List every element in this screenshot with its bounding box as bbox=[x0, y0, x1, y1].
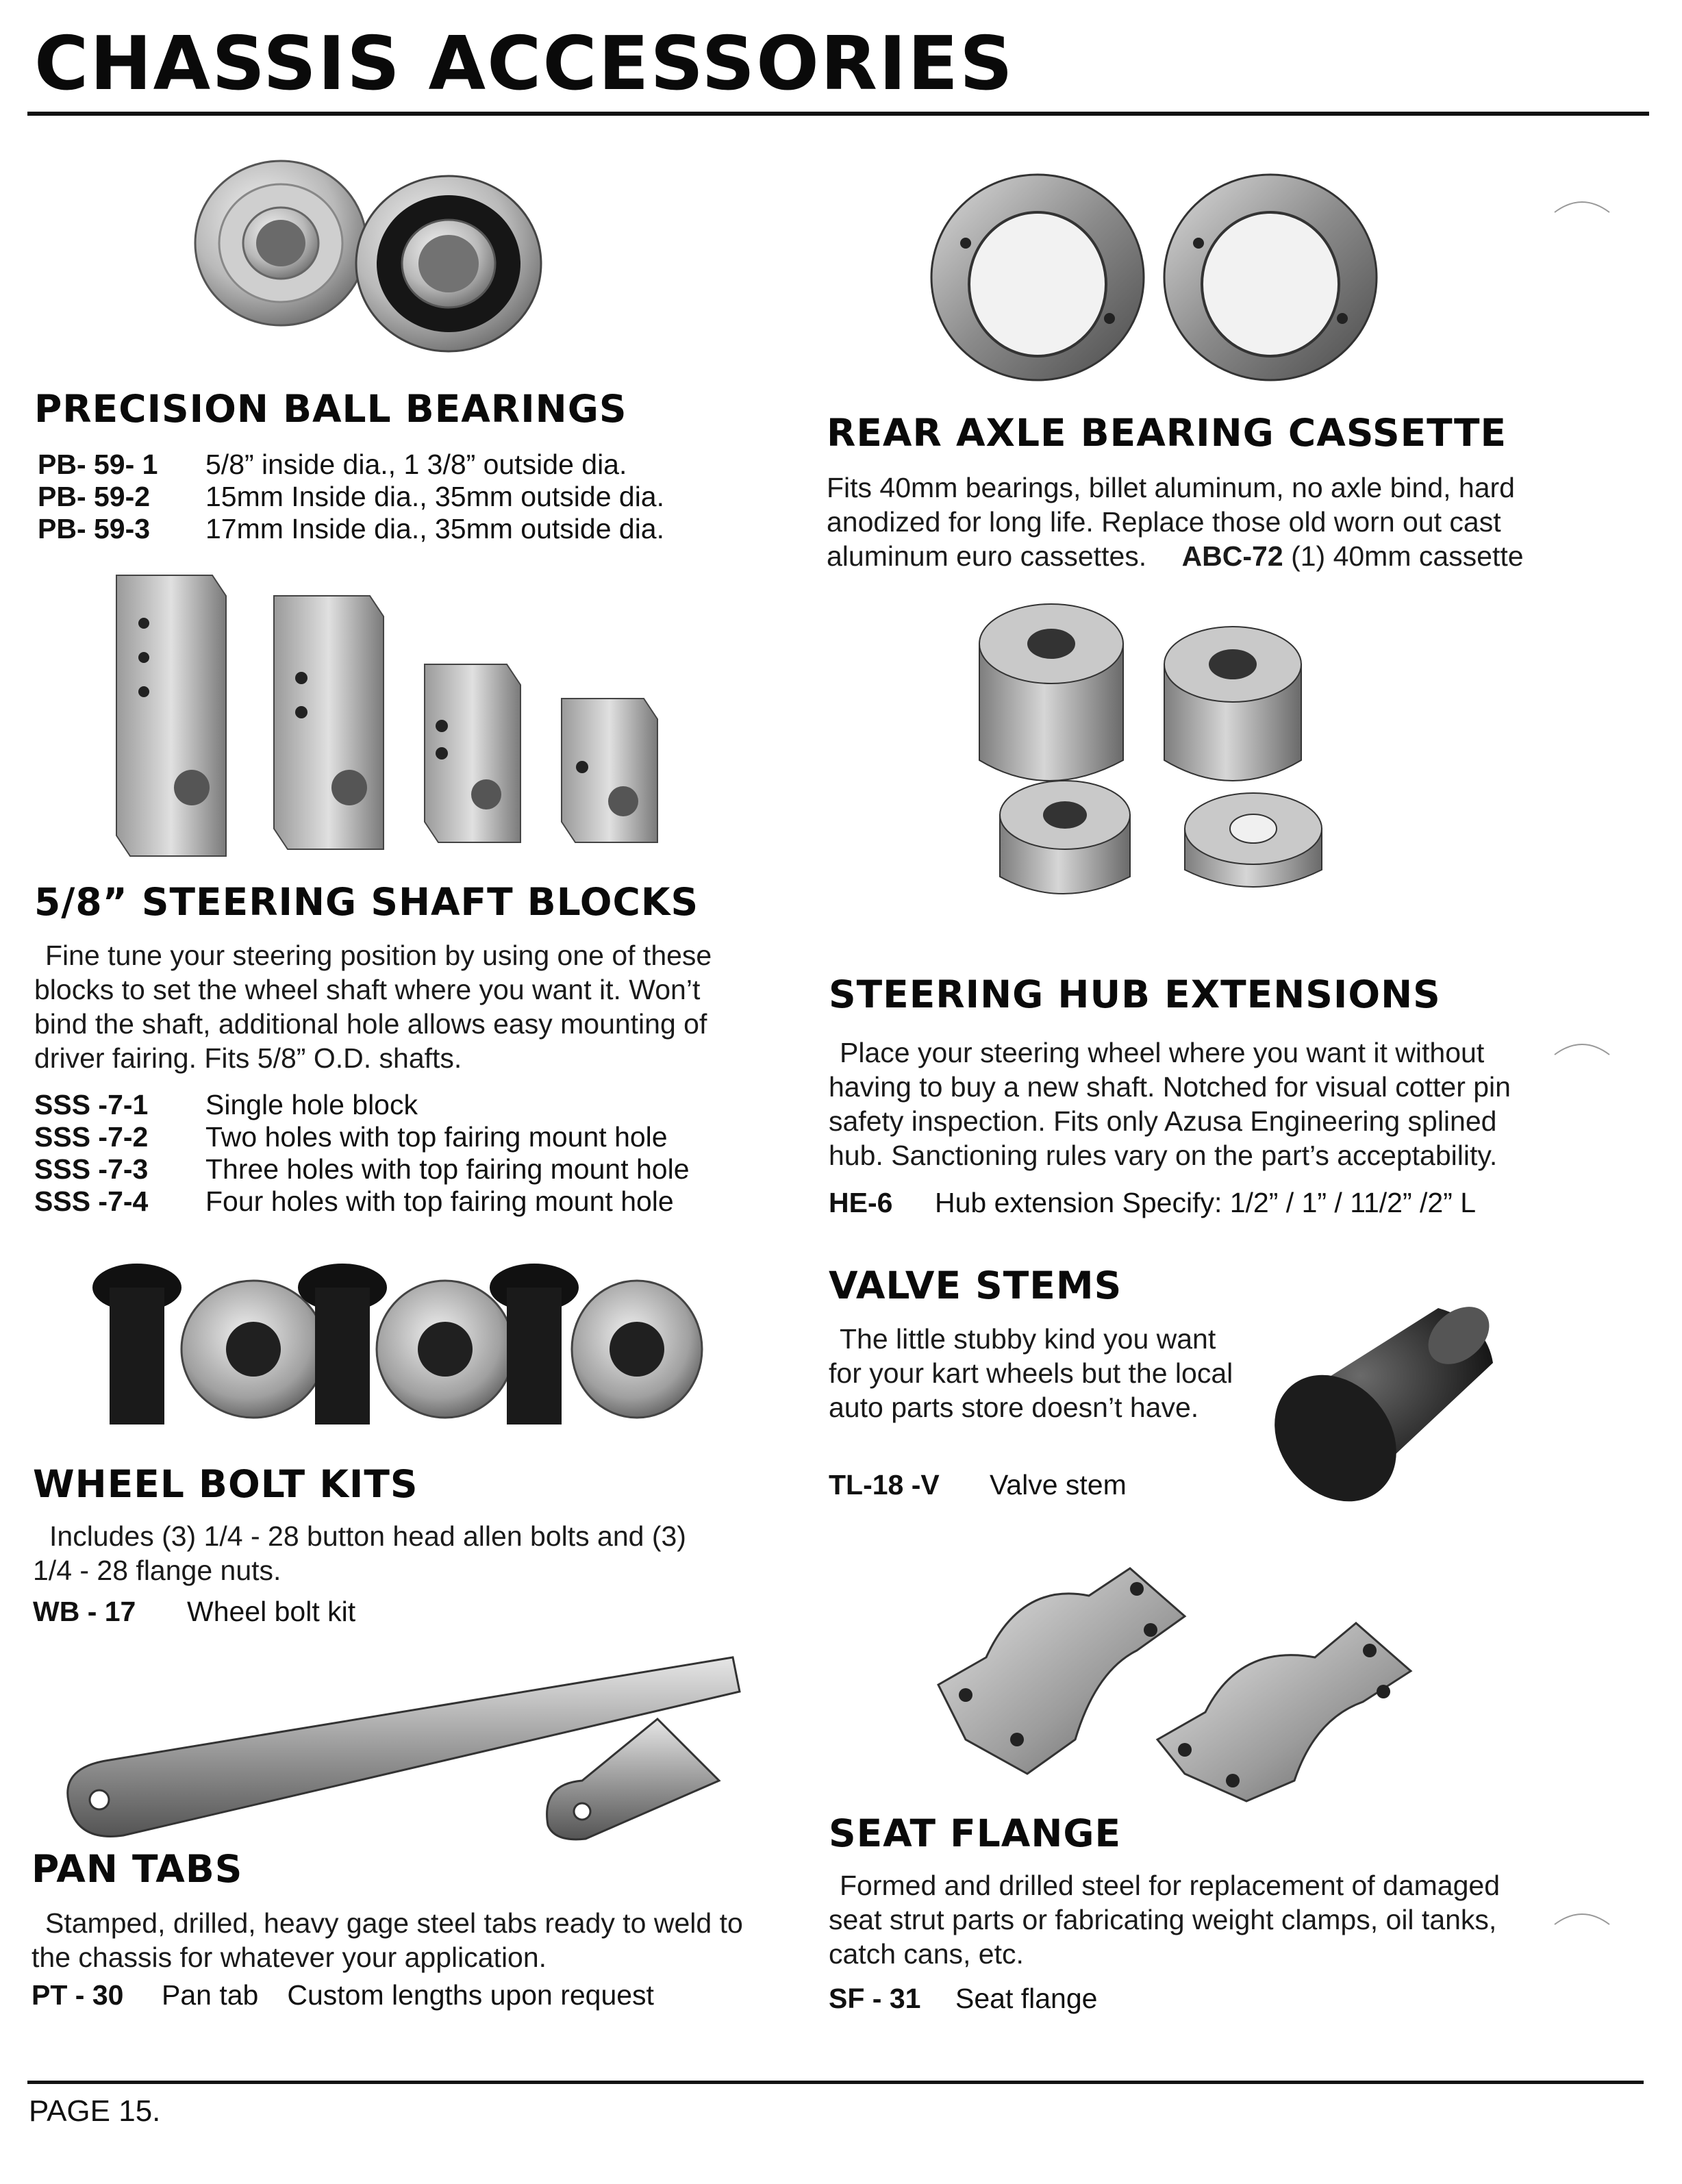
valve-stems-body: The little stubby kind you want for your kart wheels but the local auto parts store doesn’t have. bbox=[829, 1323, 1233, 1423]
part-code: PB- 59-2 bbox=[38, 481, 151, 512]
wheel-bolt-heading: WHEEL BOLT KITS bbox=[33, 1462, 418, 1506]
list-item bbox=[34, 1121, 690, 1153]
cassette-image bbox=[925, 161, 1390, 387]
hub-extensions-body: Place your steering wheel where you want it without having to buy a new shaft. Notched for visual cotter pin safety inspection. Fits only Azusa Engineering splined hub. Sanctioning rules vary on the part’s acceptability. bbox=[829, 1037, 1511, 1171]
part-desc: 5/8” inside dia., 1 3/8” outside dia. bbox=[205, 449, 627, 480]
part-desc: Two holes with top fairing mount hole bbox=[205, 1121, 668, 1153]
bearings-heading: PRECISION BALL BEARINGS bbox=[34, 387, 627, 431]
header-rule bbox=[27, 112, 1649, 116]
part-desc: Seat flange bbox=[955, 1983, 1098, 2014]
seat-flange-heading: SEAT FLANGE bbox=[829, 1811, 1122, 1855]
seat-flange-body: Formed and drilled steel for replacement of damaged seat strut parts or fabricating weight clamps, oil tanks, catch cans, etc. bbox=[829, 1870, 1501, 1970]
list-item bbox=[34, 1153, 690, 1185]
footer-rule bbox=[27, 2081, 1644, 2084]
part-code: SSS -7-4 bbox=[34, 1185, 149, 1217]
cassette-body: Fits 40mm bearings, billet aluminum, no axle bind, hard anodized for long life. Replace those old worn out cast aluminum euro cassettes. bbox=[827, 472, 1515, 572]
part-desc: Hub extension Specify: 1/2” / 1” / 11/2” /2” L bbox=[935, 1187, 1477, 1218]
part-code: ABC-72 bbox=[1181, 540, 1283, 572]
bearings-list bbox=[38, 449, 664, 545]
part-desc: 15mm Inside dia., 35mm outside dia. bbox=[205, 481, 664, 512]
part-code: TL-18 -V bbox=[829, 1469, 940, 1501]
part-desc: Valve stem bbox=[990, 1469, 1127, 1501]
part-desc: Three holes with top fairing mount hole bbox=[205, 1153, 690, 1185]
valve-stems-heading: VALVE STEMS bbox=[829, 1264, 1122, 1307]
list-item bbox=[34, 1089, 690, 1121]
valve-stems-order bbox=[829, 1469, 1127, 1501]
part-code: WB - 17 bbox=[33, 1596, 136, 1627]
list-item bbox=[38, 513, 664, 545]
part-code: PB- 59- 1 bbox=[38, 449, 158, 480]
part-desc: (1) 40mm cassette bbox=[1291, 540, 1524, 572]
seat-flange-image bbox=[931, 1555, 1424, 1801]
pan-tabs-body: Stamped, drilled, heavy gage steel tabs ready to weld to the chassis for whatever your application. bbox=[32, 1907, 743, 1973]
page-number: PAGE 15. bbox=[29, 2094, 161, 2128]
part-code: PT - 30 bbox=[32, 1979, 124, 2011]
seat-flange-order bbox=[829, 1983, 1097, 2015]
valve-stem-image bbox=[1253, 1288, 1514, 1514]
part-code: SSS -7-1 bbox=[34, 1089, 149, 1120]
part-code: SSS -7-3 bbox=[34, 1153, 149, 1185]
pan-tabs-image bbox=[55, 1644, 760, 1849]
part-desc: Four holes with top fairing mount hole bbox=[205, 1185, 674, 1217]
part-desc: 17mm Inside dia., 35mm outside dia. bbox=[205, 513, 664, 544]
shaft-blocks-image bbox=[96, 568, 678, 856]
part-desc: Wheel bolt kit bbox=[187, 1596, 356, 1627]
hub-extensions-image bbox=[959, 603, 1370, 925]
ball-bearings-image bbox=[185, 154, 568, 360]
page-title: CHASSIS ACCESSORIES bbox=[34, 21, 1014, 107]
pan-tabs-order bbox=[32, 1979, 654, 2011]
part-code: SSS -7-2 bbox=[34, 1121, 149, 1153]
shaft-blocks-heading: 5/8” STEERING SHAFT BLOCKS bbox=[34, 880, 699, 924]
shaft-blocks-list bbox=[34, 1089, 690, 1218]
part-note: Custom lengths upon request bbox=[287, 1979, 654, 2011]
pan-tabs-heading: PAN TABS bbox=[32, 1847, 243, 1891]
list-item bbox=[34, 1185, 690, 1218]
cassette-heading: REAR AXLE BEARING CASSETTE bbox=[827, 411, 1507, 455]
list-item bbox=[38, 481, 664, 513]
part-code: HE-6 bbox=[829, 1187, 893, 1218]
cassette-description bbox=[827, 470, 1546, 573]
wheel-bolt-body: Includes (3) 1/4 - 28 button head allen bolts and (3) 1/4 - 28 flange nuts. bbox=[33, 1520, 686, 1586]
wheel-bolt-order bbox=[33, 1596, 355, 1628]
hub-extensions-order bbox=[829, 1187, 1476, 1219]
list-item bbox=[38, 449, 664, 481]
part-code: PB- 59-3 bbox=[38, 513, 151, 544]
shaft-blocks-body: Fine tune your steering position by using one of these blocks to set the wheel shaft where you want it. Won’t bind the shaft, additional hole allows easy mounting of driver fairing. Fits 5/8” O.D. shafts. bbox=[34, 940, 712, 1074]
part-desc: Single hole block bbox=[205, 1089, 418, 1120]
hub-extensions-heading: STEERING HUB EXTENSIONS bbox=[829, 972, 1441, 1016]
binder-marks bbox=[1548, 192, 1623, 1972]
part-desc: Pan tab bbox=[162, 1979, 259, 2011]
part-code: SF - 31 bbox=[829, 1983, 921, 2014]
wheel-bolts-image bbox=[82, 1260, 699, 1431]
